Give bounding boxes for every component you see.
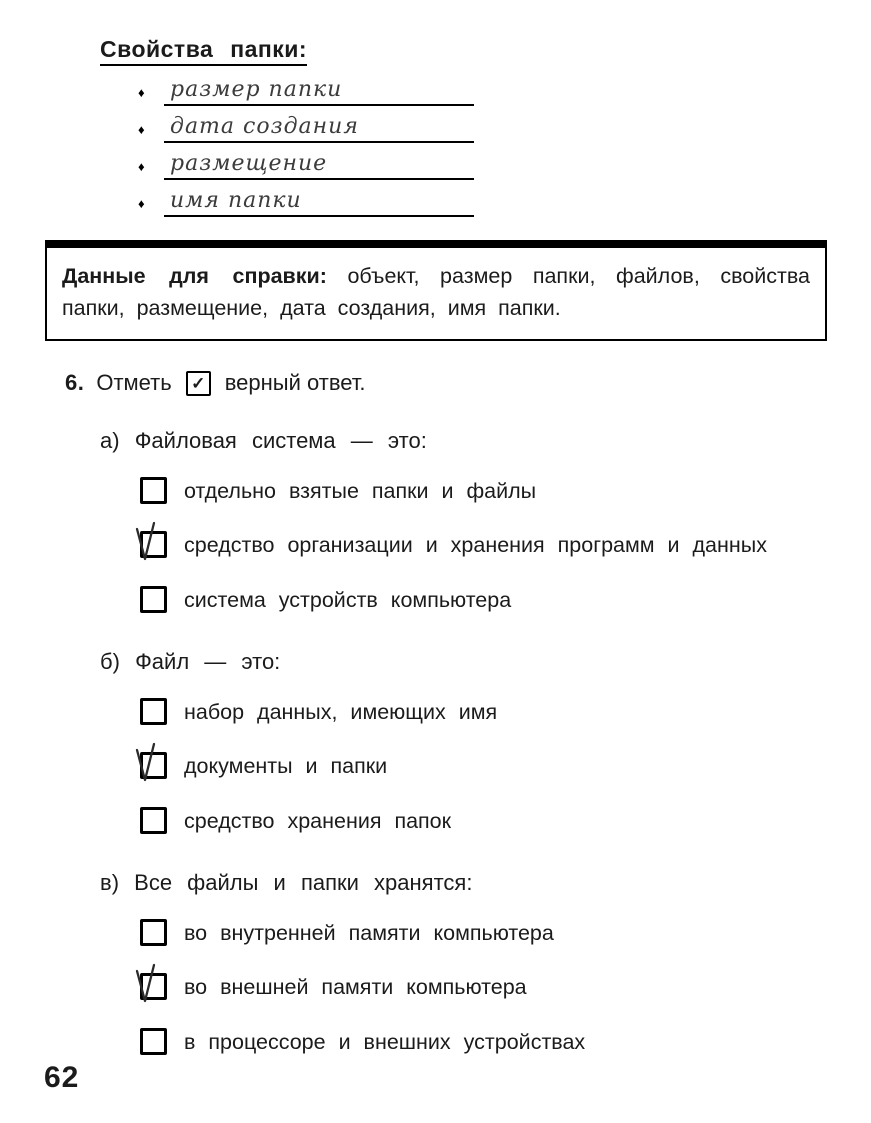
section-heading: Свойства папки: (100, 36, 307, 66)
properties-list (138, 76, 474, 217)
answer-option (140, 696, 767, 729)
options-list (140, 917, 767, 1059)
handwritten-check-icon (132, 740, 162, 784)
subquestion-title: в) Все файлы и папки хранятся: (100, 869, 473, 895)
prompt-text-before: Отметь (96, 370, 172, 395)
answer-option (140, 584, 767, 617)
prompt-text-after: верный ответ. (224, 370, 366, 395)
option-checkbox[interactable] (140, 807, 167, 834)
question-6 (65, 370, 767, 1059)
diamond-bullet-icon: ♦ (138, 85, 145, 100)
answer-option (140, 805, 767, 838)
subquestion-label: в) (100, 869, 120, 895)
subquestion-a (100, 428, 767, 617)
options-list (140, 696, 767, 838)
subquestion-title: а) Файловая система — это: (100, 428, 427, 453)
answer-option (140, 917, 767, 950)
option-checkbox[interactable] (140, 973, 167, 1000)
diamond-bullet-icon: ♦ (138, 159, 145, 174)
option-label: в процессоре и внешних устройствах (184, 1029, 586, 1054)
option-checkbox[interactable] (140, 752, 167, 779)
handwritten-answer[interactable]: размещение (164, 150, 474, 180)
option-checkbox[interactable] (140, 919, 167, 946)
reference-data-box (45, 240, 827, 341)
handwritten-answer[interactable]: имя папки (164, 187, 474, 217)
list-item (138, 113, 474, 143)
option-label: документы и папки (184, 754, 388, 779)
option-label: система устройств компьютера (184, 587, 512, 612)
option-checkbox[interactable] (140, 586, 167, 613)
question-6-prompt (65, 370, 767, 396)
answer-option (140, 475, 767, 508)
answer-option (140, 1026, 767, 1059)
option-checkbox[interactable] (140, 477, 167, 504)
option-checkbox[interactable] (140, 531, 167, 558)
option-checkbox[interactable] (140, 1028, 167, 1055)
handwritten-answer[interactable]: дата создания (164, 113, 474, 143)
option-checkbox[interactable] (140, 698, 167, 725)
answer-option (140, 750, 767, 783)
page-number: 62 (44, 1061, 80, 1094)
checked-checkbox-icon: ✓ (186, 371, 211, 396)
list-item (138, 187, 474, 217)
folder-properties-section (100, 36, 474, 224)
option-label: отдельно взятые папки и файлы (184, 479, 537, 503)
handwritten-answer[interactable]: размер папки (164, 76, 474, 106)
option-label: во внешней памяти компьютера (184, 975, 527, 1000)
answer-option (140, 529, 767, 562)
diamond-bullet-icon: ♦ (138, 122, 145, 137)
list-item (138, 150, 474, 180)
diamond-bullet-icon: ♦ (138, 196, 145, 211)
handwritten-check-icon (132, 519, 162, 563)
subquestion-v (100, 870, 767, 1059)
subquestion-label: б) (100, 648, 120, 674)
options-list (140, 475, 767, 617)
subquestion-label: а) (100, 428, 120, 453)
question-number: 6. (65, 370, 85, 395)
reference-box-lead: Данные для справки: (62, 264, 327, 288)
option-label: набор данных, имеющих имя (184, 699, 498, 724)
option-label: во внутренней памяти компьютера (184, 920, 554, 945)
list-item (138, 76, 474, 106)
reference-box-text: объект, размер папки, файлов, свойства папки, размещение, дата создания, имя папки. (62, 264, 810, 321)
answer-option (140, 971, 767, 1004)
option-label: средство хранения папок (184, 808, 452, 833)
option-label: средство организации и хранения программ и данных (184, 533, 767, 558)
subquestion-b (100, 649, 767, 838)
handwritten-check-icon (132, 961, 162, 1005)
subquestion-title: б) Файл — это: (100, 648, 281, 674)
